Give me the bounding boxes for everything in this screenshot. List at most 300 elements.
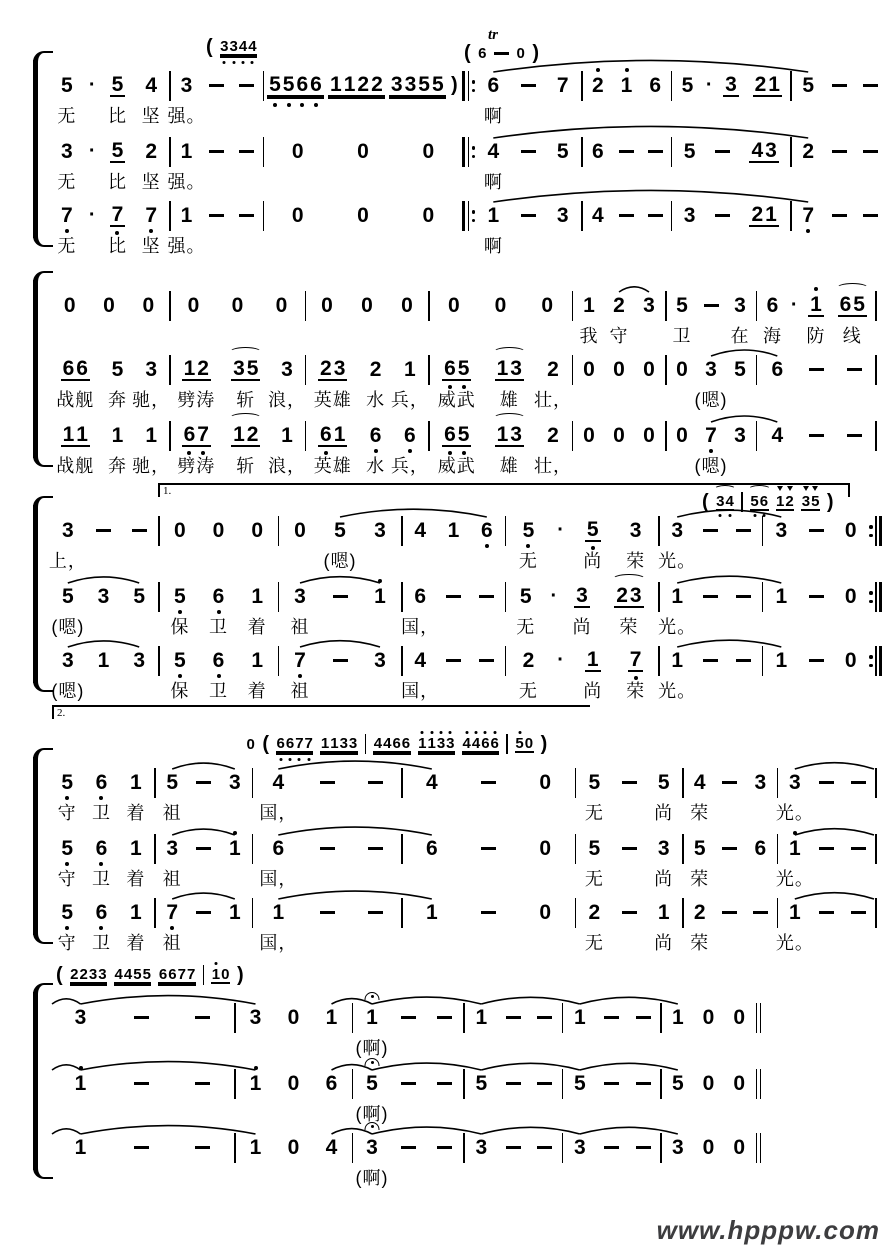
note-digits <box>682 141 698 162</box>
notes-row <box>307 418 427 452</box>
lyric-cell <box>101 168 135 194</box>
digit: 2 <box>802 139 814 163</box>
lyric-syllable: 祖 <box>290 617 310 637</box>
lyric-syllable: 光。 <box>658 551 697 571</box>
note-digits <box>140 295 156 316</box>
note-digits <box>248 1073 264 1094</box>
measure <box>663 1000 755 1060</box>
note-token <box>670 1007 686 1028</box>
parenthesis: ( <box>464 42 471 64</box>
digit: 5 <box>588 836 601 860</box>
note-token <box>60 520 76 541</box>
lyric-syllable: (啊) <box>355 1038 389 1058</box>
note-digits <box>479 520 495 541</box>
dash-bar <box>134 1146 149 1149</box>
bar-stroke <box>158 582 160 612</box>
lyrics-row <box>254 929 400 955</box>
note-digits <box>73 1073 89 1094</box>
measure <box>476 68 580 128</box>
lyrics-row <box>507 547 657 573</box>
dash-bar <box>809 434 824 437</box>
notes-row <box>404 643 504 677</box>
note-cell <box>237 1007 275 1028</box>
voice-line <box>50 579 883 639</box>
staccato-mark <box>787 486 793 491</box>
measure <box>431 418 571 478</box>
note-cell <box>483 424 536 447</box>
augmentation-dot: · <box>705 74 713 96</box>
lyrics-row <box>167 102 262 128</box>
note-cell <box>641 75 670 96</box>
lyrics-row <box>50 1164 233 1190</box>
note-token <box>143 425 159 446</box>
digit: 1 <box>447 518 460 542</box>
lyric-cell <box>280 677 320 703</box>
dash-bar <box>736 529 751 532</box>
bar-stroke <box>760 1133 762 1163</box>
dash-bar <box>239 150 254 153</box>
note-digits <box>843 650 859 671</box>
note-digits <box>211 520 227 541</box>
lyric-syllable: 无 <box>57 106 77 126</box>
digit: 0 <box>221 965 230 983</box>
measure <box>254 895 400 955</box>
note-cell <box>764 586 799 607</box>
dash-bar <box>320 847 335 850</box>
note-cell <box>517 902 574 923</box>
note-token <box>318 358 347 381</box>
parenthesis: ) <box>826 491 834 513</box>
note-token <box>787 772 803 793</box>
note-cell <box>596 1016 628 1019</box>
note-cell <box>172 424 222 447</box>
dash-mark <box>320 781 335 784</box>
octave-dot-above <box>79 1066 83 1070</box>
measure <box>50 352 171 412</box>
digit: 0 <box>539 770 552 794</box>
note-digits <box>765 295 781 316</box>
octave-dot-above <box>214 962 217 965</box>
note-cell <box>661 586 694 607</box>
digit: 5 <box>683 139 696 163</box>
note-cell <box>390 1016 426 1019</box>
lyric-cell <box>507 547 550 573</box>
digit: 3 <box>220 39 229 54</box>
lyrics-row <box>161 547 277 573</box>
note-cell <box>307 295 347 316</box>
dash-mark <box>368 911 383 914</box>
dash-mark <box>521 150 536 153</box>
digit: 3 <box>671 1135 684 1159</box>
lyric-syllable: 斩 <box>236 390 256 410</box>
note-cell <box>797 434 836 437</box>
lyrics-row <box>265 102 461 128</box>
note-token <box>355 141 371 162</box>
note-digits <box>473 1073 489 1094</box>
system-2 <box>50 278 880 476</box>
note-cell <box>483 358 536 381</box>
digit: 6 <box>309 74 323 95</box>
note-cell <box>50 772 84 793</box>
bar-stroke <box>572 291 574 321</box>
measure <box>157 895 251 955</box>
note-digits <box>70 967 107 984</box>
digit: 0 <box>733 1071 746 1095</box>
digit: 5 <box>734 357 746 381</box>
bar-stroke <box>428 291 430 321</box>
staccato-mark <box>812 486 818 491</box>
note-cell <box>119 838 153 859</box>
note-cell <box>724 1007 755 1028</box>
note-digits <box>669 520 685 541</box>
note-cell <box>426 1082 462 1085</box>
note-token <box>319 295 335 316</box>
measure <box>574 352 664 412</box>
dash-bar <box>134 1016 149 1019</box>
note-digits <box>581 295 597 316</box>
note-cell <box>426 1146 462 1149</box>
lyric-cell <box>50 799 84 825</box>
lyric-syllable: (啊) <box>355 1104 389 1124</box>
note-digits <box>656 902 672 923</box>
note-cell <box>855 84 886 87</box>
dash-mark <box>622 847 637 850</box>
note-digits <box>270 838 286 859</box>
lyrics-row <box>476 102 580 128</box>
lyric-cell <box>238 613 277 639</box>
lyrics-row <box>157 929 251 955</box>
note-token <box>279 359 295 380</box>
note-cell <box>715 781 745 784</box>
note-digits <box>539 295 555 316</box>
note-digits <box>286 1137 302 1158</box>
note-cell <box>351 781 400 784</box>
note-token <box>59 141 75 162</box>
dash-bar <box>809 529 824 532</box>
note-token <box>96 586 112 607</box>
note-token <box>418 736 455 753</box>
dash-mark <box>481 911 496 914</box>
digit: 6 <box>443 358 457 379</box>
digit: 1 <box>775 648 788 672</box>
note-token <box>143 359 159 380</box>
note-cell <box>265 74 326 97</box>
note-token <box>518 586 534 607</box>
note-token <box>521 650 537 671</box>
note-digits <box>279 425 295 446</box>
note-cell <box>746 74 790 97</box>
dash-bar <box>521 150 536 153</box>
lyrics-row <box>172 452 304 478</box>
lyrics-row <box>431 452 571 478</box>
voice-line <box>50 895 878 955</box>
bar-stroke <box>305 291 307 321</box>
lyric-syllable: 强。 <box>167 106 206 126</box>
digit: 3 <box>98 965 107 983</box>
digit: 4 <box>462 736 471 751</box>
digit: 1 <box>573 1005 586 1029</box>
note-cell <box>685 838 715 859</box>
notes-row <box>685 895 776 929</box>
lyrics-row <box>265 232 461 258</box>
note-cell <box>172 75 202 96</box>
dash-bar <box>722 781 737 784</box>
note-cell <box>303 847 352 850</box>
notes-row <box>577 831 681 865</box>
note-digits <box>843 520 859 541</box>
dash-bar <box>648 150 663 153</box>
barline <box>874 834 878 864</box>
dash-mark <box>333 659 348 662</box>
digit: 1 <box>180 139 193 163</box>
bar-stroke <box>660 1069 662 1099</box>
note-cell <box>584 141 613 162</box>
notes-row <box>172 68 262 102</box>
digit: 1 <box>62 422 75 446</box>
lyrics-row <box>685 865 776 891</box>
note-cell <box>724 1137 755 1158</box>
digit: 0 <box>613 423 625 447</box>
note-digits <box>723 74 739 97</box>
lyric-syllable: 威武 <box>437 390 476 410</box>
note-cell <box>758 425 797 446</box>
dash-mark <box>506 1082 521 1085</box>
dash-mark <box>722 847 737 850</box>
note-digits <box>537 838 553 859</box>
note-cell <box>254 902 303 923</box>
dash-mark <box>819 847 834 850</box>
note-token <box>227 838 243 859</box>
digit: 6 <box>414 584 426 608</box>
digit: 5 <box>334 518 346 542</box>
digit: 6 <box>212 586 226 607</box>
digit: 1 <box>671 584 683 608</box>
note-digits <box>843 586 859 607</box>
note-digits <box>267 74 324 97</box>
note-cell <box>529 1082 561 1085</box>
digit: 3 <box>657 836 670 860</box>
notes-row <box>404 765 574 799</box>
digit: 0 <box>212 518 225 542</box>
digit: 4 <box>751 138 764 162</box>
note-token <box>373 736 410 753</box>
dash-mark <box>481 847 496 850</box>
measure <box>673 198 789 258</box>
digit: 3 <box>74 1005 87 1029</box>
lyric-syllable: 尚 <box>654 869 674 889</box>
note-cell <box>601 585 657 608</box>
note-cell <box>199 520 238 541</box>
digit: 3 <box>339 734 348 752</box>
note-digits <box>249 650 265 671</box>
digit: 3 <box>436 736 445 751</box>
dash-mark <box>537 1082 552 1085</box>
dash-mark <box>863 214 878 217</box>
note-token <box>286 1073 302 1094</box>
lyric-cell <box>483 386 536 412</box>
note-cell <box>563 585 601 608</box>
note-cell <box>134 205 168 226</box>
lyric-syllable: 啊 <box>483 172 503 192</box>
dash-bar <box>506 1082 521 1085</box>
note-token <box>292 650 308 671</box>
digit: 1 <box>583 293 595 317</box>
note-digits <box>172 650 188 671</box>
note-digits <box>701 1007 717 1028</box>
note-token <box>776 494 795 511</box>
digit: 3 <box>705 357 717 381</box>
note-cell <box>793 141 824 162</box>
note-token <box>801 494 820 511</box>
octave-dot-below <box>242 61 245 64</box>
note-digits <box>586 902 602 923</box>
note-cell <box>673 141 706 162</box>
note-cell <box>545 205 580 226</box>
note-cell <box>507 520 550 541</box>
bar-stroke <box>562 1003 564 1033</box>
note-cell <box>265 141 330 162</box>
note-token <box>290 205 306 226</box>
note-digits <box>61 424 90 447</box>
note-cell <box>833 650 868 671</box>
lyric-cell <box>101 232 135 258</box>
note-cell <box>313 1137 351 1158</box>
dash-bar <box>703 595 718 598</box>
note-digits <box>128 772 144 793</box>
note-digits <box>164 902 180 923</box>
bar-stroke <box>875 582 877 612</box>
digit: 0 <box>357 139 369 163</box>
lyric-syllable: 啊 <box>483 106 503 126</box>
dash-bar <box>847 368 862 371</box>
digit: 6 <box>443 424 457 445</box>
dash-mark <box>401 1016 416 1019</box>
lyric-cell <box>507 677 550 703</box>
notes-row <box>307 288 427 322</box>
dash-mark <box>722 911 737 914</box>
note-token <box>227 902 243 923</box>
measure <box>476 198 580 258</box>
notes-row <box>354 1000 462 1034</box>
note-token <box>270 772 286 793</box>
note-digits <box>231 424 260 447</box>
note-cell <box>668 359 697 380</box>
octave-dot-below <box>251 61 254 64</box>
digit: 0 <box>539 900 552 924</box>
octave-dot-below <box>728 514 731 517</box>
dash-bar <box>401 1146 416 1149</box>
digit: 0 <box>447 293 460 317</box>
notes-row <box>661 643 761 677</box>
note-digits <box>128 838 144 859</box>
lyric-cell <box>50 547 86 573</box>
lyric-cell <box>132 452 171 478</box>
digit: 4 <box>272 770 285 794</box>
octave-dot-above <box>625 68 629 72</box>
notes-row <box>431 418 571 452</box>
note-cell <box>855 150 886 153</box>
note-token <box>800 141 816 162</box>
dash-mark <box>368 847 383 850</box>
note-token <box>619 75 635 96</box>
note-digits <box>290 141 306 162</box>
digit: 3 <box>510 356 522 380</box>
digit: 5 <box>418 72 430 96</box>
note-cell <box>161 520 200 541</box>
note-digits <box>769 425 785 446</box>
note-digits <box>585 519 601 542</box>
digit: 5 <box>475 1071 488 1095</box>
measure <box>280 579 400 639</box>
note-digits <box>143 359 159 380</box>
bar-stroke <box>682 898 684 928</box>
dash-mark <box>715 150 730 153</box>
measure <box>307 352 427 412</box>
note-cell <box>739 140 789 163</box>
digit: 5 <box>657 770 670 794</box>
measure <box>161 513 277 573</box>
note-token <box>656 772 672 793</box>
notes-row <box>50 1130 233 1164</box>
digit: 0 <box>246 735 255 753</box>
lyric-cell <box>161 613 200 639</box>
lyrics-row <box>50 1100 233 1126</box>
note-digits <box>611 295 627 316</box>
note-token <box>227 772 243 793</box>
note-digits <box>692 838 708 859</box>
bar-stroke <box>762 646 764 676</box>
bar-stroke <box>879 646 882 676</box>
digit: 1 <box>586 647 599 671</box>
note-token <box>211 586 227 607</box>
note-cell <box>50 75 84 96</box>
lyrics-row <box>507 613 657 639</box>
note-token <box>172 650 188 671</box>
measure <box>431 288 571 348</box>
measure <box>577 765 681 825</box>
system-bracket <box>33 60 45 238</box>
note-token <box>574 585 590 608</box>
note-token <box>110 140 126 163</box>
digit: 3 <box>97 584 110 608</box>
notes-row <box>50 765 153 799</box>
dash-bar <box>703 659 718 662</box>
note-token <box>670 1137 686 1158</box>
lyric-syllable: 无 <box>584 869 604 889</box>
note-token <box>749 204 778 227</box>
lyric-cell <box>157 799 188 825</box>
lyrics-row <box>775 865 874 891</box>
note-cell <box>641 214 670 217</box>
dash-bar <box>506 1016 521 1019</box>
note-cell <box>811 911 843 914</box>
measure <box>658 579 761 639</box>
note-token <box>61 358 90 381</box>
digit: 2 <box>357 72 370 96</box>
note-digits <box>611 359 627 380</box>
dash-bar <box>703 529 718 532</box>
note-cell <box>787 295 802 315</box>
digit: 3 <box>229 39 238 54</box>
staccato-mark <box>803 486 809 491</box>
notes-row <box>431 288 571 322</box>
note-digits <box>143 141 159 162</box>
octave-dot-above <box>484 731 487 734</box>
digit: 0 <box>231 293 244 317</box>
lyric-syllable: 国， <box>259 803 298 823</box>
notes-row <box>265 134 461 168</box>
bar-stroke <box>879 516 882 546</box>
